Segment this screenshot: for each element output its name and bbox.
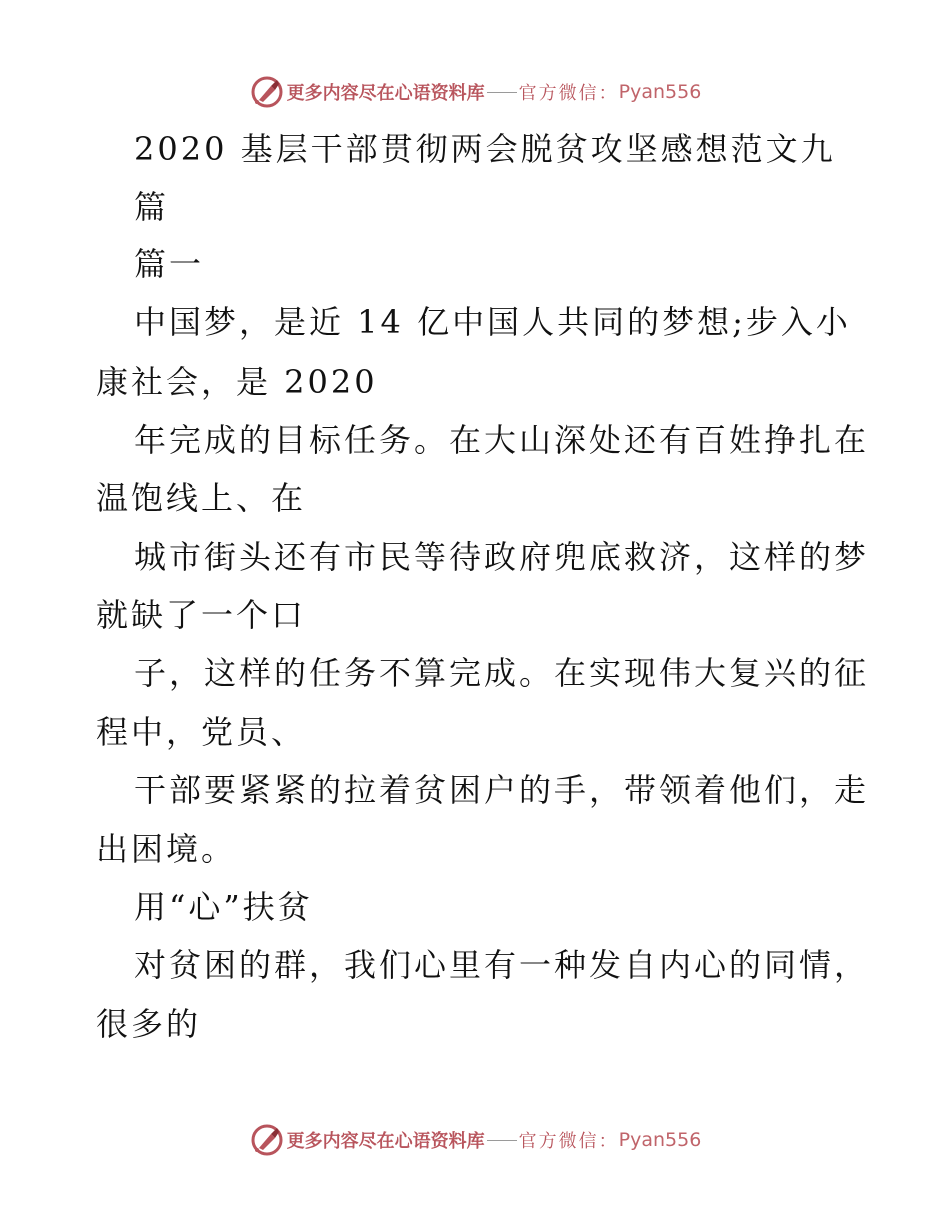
watermark-wechat-label: 官方微信：	[518, 83, 619, 104]
paragraph-line: 年完成的目标任务。在大山深处还有百姓挣扎在	[134, 421, 870, 459]
watermark-dash	[487, 92, 517, 93]
subheading: 用“心”扶贫	[134, 888, 313, 926]
watermark-wechat-id: Pyan556	[618, 1129, 702, 1151]
paragraph-line: 中国梦，是近 14 亿中国人共同的梦想;步入小	[134, 303, 851, 341]
paragraph-line: 程中，党员、	[96, 713, 307, 751]
watermark-text: 更多内容尽在心语资料库	[286, 83, 485, 104]
paragraph-line: 城市街头还有市民等待政府兜底救济，这样的梦	[134, 538, 870, 576]
footer-watermark	[0, 1120, 950, 1160]
pen-nib-logo-icon	[249, 1122, 285, 1158]
paragraph-line: 对贫困的群，我们心里有一种发自内心的同情，	[134, 946, 870, 984]
paragraph-line: 就缺了一个口	[96, 596, 307, 634]
paragraph-line: 子，这样的任务不算完成。在实现伟大复兴的征	[134, 654, 870, 692]
paragraph-line: 康社会，是 2020	[96, 363, 378, 401]
paragraph-line: 出困境。	[96, 830, 237, 868]
paragraph-line: 温饱线上、在	[96, 479, 307, 517]
document-title: 2020 基层干部贯彻两会脱贫攻坚感想范文九	[134, 130, 836, 168]
watermark-dash	[487, 1140, 517, 1141]
watermark-text: 更多内容尽在心语资料库	[286, 1131, 485, 1152]
paragraph-line: 很多的	[96, 1005, 202, 1043]
watermark-wechat-label: 官方微信：	[518, 1131, 619, 1152]
paragraph-line: 干部要紧紧的拉着贫困户的手，带领着他们，走	[134, 771, 870, 809]
pen-nib-logo-icon	[249, 74, 285, 110]
document-title-cont: 篇	[134, 188, 170, 226]
watermark-wechat-id: Pyan556	[618, 81, 702, 103]
section-heading: 篇一	[134, 245, 205, 283]
header-watermark	[0, 72, 950, 112]
